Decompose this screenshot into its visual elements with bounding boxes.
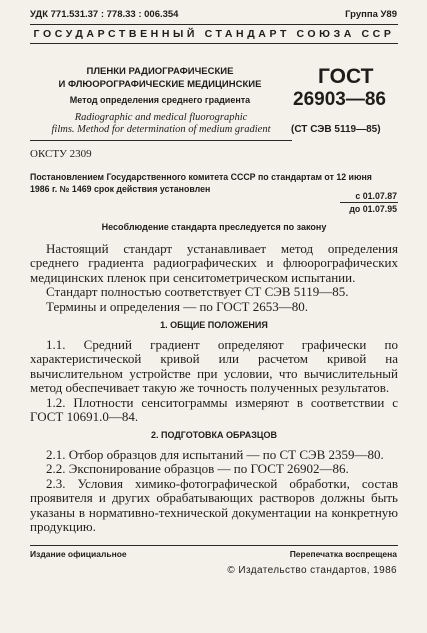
standard-band	[30, 26, 398, 42]
group-code: Группа У89	[345, 9, 397, 20]
title-en-line1: Radiographic and medical fluorographic	[74, 112, 248, 123]
header-top-rule	[30, 24, 398, 25]
intro-paragraph-2: Стандарт полностью соответствует СТ СЭВ 5119—85.	[46, 284, 349, 300]
intro-paragraph-1: Настоящий стандарт устанавливает метод определения среднего градиента радиографических и флюорографических медицинских пленок при сенситометрическом испытании.	[30, 241, 398, 285]
decree-line1: Постановлением Государственного комитета СССР по стандартам от 12 июня	[30, 172, 372, 182]
title-ru-subtitle: Метод определения среднего градиента	[69, 95, 251, 105]
okstu-code: ОКСТУ 2309	[30, 148, 92, 160]
section1-paragraph-2: 1.2. Плотности сенситограммы измеряют в соответствии с ГОСТ 10691.0—84.	[30, 394, 398, 425]
footer-rule	[30, 545, 398, 546]
section2-paragraph-2: 2.2. Экспонирование образцов — по ГОСТ 26902—86.	[46, 461, 349, 477]
reprint-notice: Перепечатка воспрещена	[289, 549, 397, 559]
section1-paragraph-1: 1.1. Средний градиент определяют графически по характеристической кривой или расчетом кривой на вычислительном устройстве при условии, что вычислительный метод обеспечивает такую же точность полученных результатов.	[30, 337, 398, 396]
intro-block	[30, 242, 398, 314]
decree-date-rule	[340, 202, 398, 203]
section2-paragraph-3: 2.3. Условия химико-фотографической обработки, состав проявителя и других обрабатывающих растворов должны быть указаны в нормативно-технической документации на конкретную продукцию.	[30, 475, 398, 535]
legal-notice: Несоблюдение стандарта преследуется по закону	[101, 222, 327, 232]
decree-line2: 1986 г. № 1469 срок действия установлен	[30, 184, 211, 194]
gost-number: 26903—86	[293, 89, 386, 110]
decree-date-from: с 01.07.87	[355, 191, 397, 201]
intro-paragraph-3: Термины и определения — по ГОСТ 2653—80.	[46, 298, 308, 314]
official-edition: Издание официальное	[30, 549, 127, 559]
standard-band-text: ГОСУДАРСТВЕННЫЙ СТАНДАРТ СОЮЗА ССР	[33, 28, 395, 40]
gost-label: ГОСТ	[318, 65, 374, 88]
section2-block	[30, 448, 398, 534]
sev-reference: (СТ СЭВ 5119—85)	[291, 124, 381, 135]
title-ru-line1: ПЛЕНКИ РАДИОГРАФИЧЕСКИЕ	[86, 66, 234, 77]
title-ru-line2: И ФЛЮОРОГРАФИЧЕСКИЕ МЕДИЦИНСКИЕ	[58, 79, 262, 90]
udk-code: УДК 771.531.37 : 778.33 : 006.354	[30, 9, 179, 20]
copyright: © Издательство стандартов, 1986	[227, 565, 397, 576]
section2-heading: 2. ПОДГОТОВКА ОБРАЗЦОВ	[151, 430, 277, 440]
title-divider	[30, 140, 292, 141]
header-bottom-rule	[30, 43, 398, 44]
section1-heading: 1. ОБЩИЕ ПОЛОЖЕНИЯ	[160, 320, 268, 330]
title-en-line2: films. Method for determination of medium gradient	[51, 124, 271, 135]
decree-date-to: до 01.07.95	[349, 204, 397, 214]
section2-paragraph-1: 2.1. Отбор образцов для испытаний — по СТ СЭВ 2359—80.	[46, 447, 384, 462]
section1-block	[30, 338, 398, 424]
